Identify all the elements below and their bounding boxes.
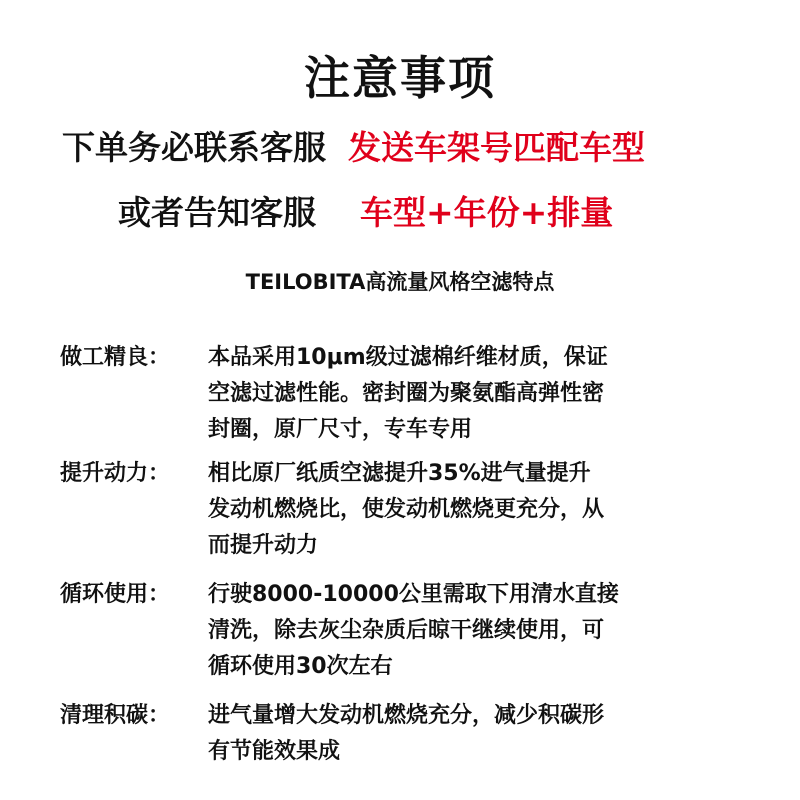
feature-line: 封圈，原厂尺寸，专车专用 — [208, 417, 473, 442]
feature-reuse — [60, 577, 740, 685]
notice-model-text: 车型+年份+排量 — [360, 193, 614, 232]
feature-line: 发动机燃烧比，使发动机燃烧更充分，从 — [208, 497, 605, 522]
features-heading: TEILOBITA高流量风格空滤特点 — [245, 270, 555, 294]
feature-line: 进气量增大发动机燃烧充分，减少积碳形 — [208, 703, 605, 728]
feature-carbon — [60, 698, 740, 770]
feature-label: 清理积碳： — [60, 703, 171, 728]
feature-power — [60, 456, 740, 564]
notice-line-2 — [118, 187, 613, 234]
feature-craftsmanship — [60, 340, 740, 448]
feature-label: 提升动力： — [60, 461, 171, 486]
notice-vin-text: 发送车架号匹配车型 — [348, 128, 645, 167]
feature-line: 行驶8000-10000公里需取下用清水直接 — [208, 582, 619, 607]
feature-line: 相比原厂纸质空滤提升35%进气量提升 — [208, 461, 591, 486]
notice-inform-text: 或者告知客服 — [118, 193, 316, 232]
feature-line: 清洗，除去灰尘杂质后晾干继续使用，可 — [208, 618, 605, 643]
notice-line-1 — [62, 122, 645, 169]
notice-contact-text: 下单务必联系客服 — [62, 128, 326, 167]
feature-line: 有节能效果成 — [208, 739, 341, 764]
page-title: 注意事项 — [304, 51, 496, 105]
feature-line: 而提升动力 — [208, 533, 319, 558]
feature-line: 循环使用30次左右 — [208, 654, 393, 679]
feature-label: 做工精良： — [60, 345, 171, 370]
feature-line: 本品采用10μm级过滤棉纤维材质，保证 — [208, 345, 608, 370]
feature-line: 空滤过滤性能。密封圈为聚氨酯高弹性密 — [208, 381, 605, 406]
feature-label: 循环使用： — [60, 582, 171, 607]
